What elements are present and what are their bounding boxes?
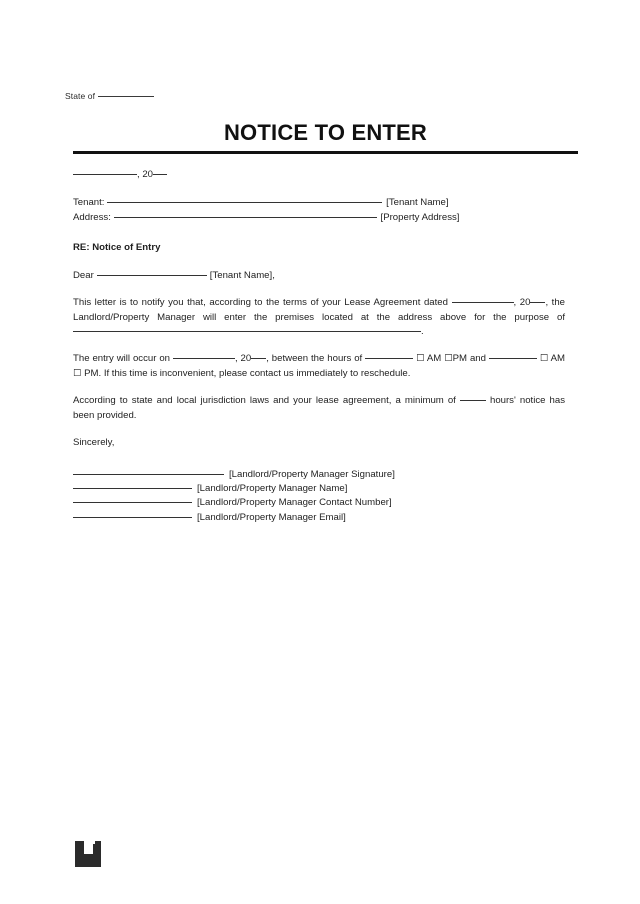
spacer <box>73 283 565 296</box>
p1-part5: . <box>421 326 424 338</box>
signature-row <box>73 482 395 496</box>
closing-line: Sincerely, <box>73 437 115 449</box>
tenant-blank <box>107 202 382 203</box>
p3-part1: According to state and local jurisdiction laws and your lease agreement, a minimum of <box>73 395 456 407</box>
p1-part3: 20 <box>519 297 531 309</box>
and-label: and <box>469 353 486 365</box>
title-divider <box>73 151 578 154</box>
date-line <box>73 168 565 182</box>
year-blank <box>153 174 167 175</box>
address-row <box>73 210 565 225</box>
end-hour-blank <box>489 358 537 359</box>
p1-part1: This letter is to notify you that, according to the terms of your Lease Agreement dated <box>73 297 448 309</box>
signature-tag: [Landlord/Property Manager Signature] <box>229 469 395 480</box>
legal-templates-logo-icon <box>75 841 103 869</box>
paragraph-notice-period <box>73 394 565 423</box>
checkbox-am-end-icon[interactable]: ☐ <box>539 353 549 365</box>
pm-label-start: PM <box>452 353 468 365</box>
date-suffix: , 20 <box>137 169 154 180</box>
hours-blank <box>460 400 486 401</box>
address-placeholder-tag: [Property Address] <box>380 212 460 224</box>
manager-contact-tag: [Landlord/Property Manager Contact Number] <box>197 497 392 509</box>
tenant-label: Tenant: <box>73 197 105 209</box>
re-subject-line: RE: Notice of Entry <box>73 242 161 254</box>
lease-date-blank <box>452 302 514 303</box>
lease-year-blank <box>530 302 545 303</box>
date-blank <box>73 174 137 175</box>
page-title: NOTICE TO ENTER <box>223 120 428 145</box>
p2-part3: , between the hours of <box>266 353 363 365</box>
p2-part1: The entry will occur on <box>73 353 171 365</box>
p2-part4: If this time is inconvenient, please contact us immediately to reschedule. <box>103 367 411 379</box>
paragraph-notification <box>73 296 565 339</box>
spacer <box>73 182 565 195</box>
spacer <box>73 423 565 436</box>
logo-bar <box>93 844 101 857</box>
tenant-placeholder-tag: [Tenant Name] <box>386 197 449 209</box>
purpose-blank <box>73 331 421 332</box>
start-hour-blank <box>365 358 413 359</box>
state-of-label: State of <box>65 91 96 101</box>
entry-date-blank <box>173 358 235 359</box>
p3-part2: hours' notice has been provided. <box>73 395 565 421</box>
tenant-row <box>73 195 565 210</box>
salutation-blank <box>97 275 207 276</box>
signature-row <box>73 496 395 510</box>
signature-row <box>73 468 395 482</box>
p2-part2: , 20 <box>234 353 252 365</box>
am-label-start: AM <box>426 353 442 365</box>
spacer <box>73 256 565 269</box>
manager-email-tag: [Landlord/Property Manager Email] <box>197 511 346 523</box>
salutation-tag: [Tenant Name], <box>209 269 275 281</box>
am-label-end: AM <box>550 353 566 365</box>
address-blank <box>114 217 377 218</box>
document-body <box>73 168 565 450</box>
pm-label-end: PM. <box>84 367 102 379</box>
manager-contact-blank <box>73 502 192 503</box>
p1-part4: , the Landlord/Property Manager will enter the premises located at the address above for the purpose of <box>73 297 565 323</box>
salutation-line <box>73 269 565 283</box>
spacer <box>73 225 565 241</box>
paragraph-entry-time <box>73 352 565 381</box>
spacer <box>73 339 565 352</box>
checkbox-pm-start-icon[interactable]: ☐ <box>444 353 453 365</box>
checkbox-pm-end-icon[interactable]: ☐ <box>73 367 82 379</box>
state-of-blank <box>98 96 154 97</box>
salutation-prefix: Dear <box>73 269 94 281</box>
address-label: Address: <box>73 212 111 224</box>
signature-block <box>73 468 395 525</box>
p1-part2: , <box>513 297 517 309</box>
entry-year-blank <box>251 358 266 359</box>
manager-email-blank <box>73 517 192 518</box>
manager-name-tag: [Landlord/Property Manager Name] <box>197 483 348 495</box>
signature-blank <box>73 474 224 475</box>
spacer <box>73 381 565 394</box>
manager-name-blank <box>73 488 192 489</box>
signature-row <box>73 511 395 525</box>
state-of-field <box>65 91 154 101</box>
checkbox-am-start-icon[interactable]: ☐ <box>416 353 425 365</box>
